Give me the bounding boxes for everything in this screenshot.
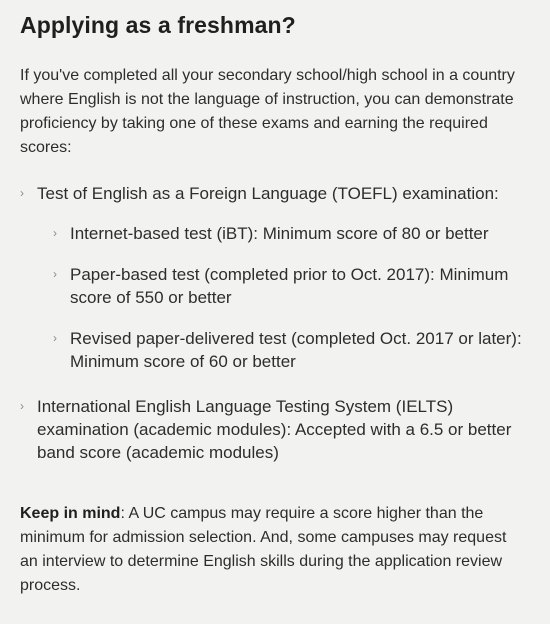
list-item-toefl <box>20 182 526 373</box>
chevron-right-icon: › <box>53 331 57 345</box>
note-text: A UC campus may require a score higher than the minimum for admission selection. And, some campuses may request an interview to determine English skills during the application review process. <box>20 505 507 594</box>
list-item-text: International English Language Testing System (IELTS) examination (academic modules): Accepted with a 6.5 or better band score (academic modules) <box>37 397 512 462</box>
note-label: Keep in mind <box>20 505 121 522</box>
sub-item-paper-based <box>53 263 526 309</box>
chevron-right-icon: › <box>20 186 24 200</box>
chevron-right-icon: › <box>53 267 57 281</box>
chevron-right-icon: › <box>53 226 57 240</box>
list-item-ielts <box>20 395 526 464</box>
intro-paragraph: If you've completed all your secondary school/high school in a country where English is not the language of instruction, you can demonstrate proficiency by taking one of these exams and earning the required scores: <box>20 67 515 156</box>
keep-in-mind-note <box>20 502 520 598</box>
sub-item-text: Revised paper-delivered test (completed Oct. 2017 or later): Minimum score of 60 or better <box>70 329 522 371</box>
list-item-text: Test of English as a Foreign Language (TOEFL) examination: <box>37 184 499 203</box>
exam-list <box>20 182 526 464</box>
toefl-sub-list <box>37 222 526 373</box>
page-title: Applying as a freshman? <box>20 12 296 38</box>
chevron-right-icon: › <box>20 399 24 413</box>
sub-item-ibt <box>53 222 526 245</box>
note-separator: : <box>120 505 125 522</box>
sub-item-revised-paper <box>53 327 526 373</box>
sub-item-text: Internet-based test (iBT): Minimum score of 80 or better <box>70 224 489 243</box>
sub-item-text: Paper-based test (completed prior to Oct. 2017): Minimum score of 550 or better <box>70 265 509 307</box>
